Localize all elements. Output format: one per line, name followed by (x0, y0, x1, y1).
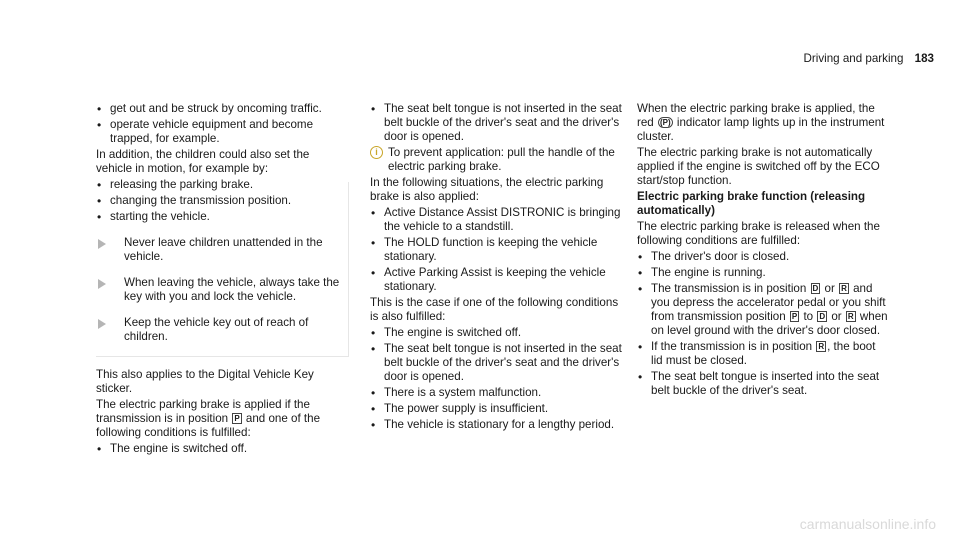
paragraph: This is the case if one of the following conditions is also fulfilled: (370, 296, 619, 323)
warning-notes (96, 236, 342, 344)
transmission-d-symbol: D (819, 312, 826, 321)
list-item: • releasing the parking brake. (96, 178, 344, 192)
paragraph: The electric parking brake is applied if the transmission is in position P and one of the following conditions is fulfilled: (96, 398, 321, 439)
list-item: • The HOLD function is keeping the vehicle stationary. (370, 236, 622, 264)
list-item: • The seat belt tongue is not inserted in the seat belt buckle of the driver's seat and the driver's door is opened. (370, 102, 622, 144)
paragraph: In addition, the children could also set the vehicle in motion, for example by: (96, 148, 310, 175)
tip-note (370, 146, 622, 174)
list-item: • get out and be struck by oncoming traffic. (96, 102, 344, 116)
note-text: Keep the vehicle key out of reach of children. (124, 316, 309, 343)
note-item (96, 316, 342, 344)
column-2 (370, 102, 622, 434)
page-header (804, 52, 934, 66)
list-item: • The engine is switched off. (96, 442, 344, 456)
note-text: When leaving the vehicle, always take the key with you and lock the vehicle. (124, 276, 340, 303)
paragraph: In the following situations, the electric parking brake is also applied: (370, 176, 604, 203)
paragraph: The electric parking brake is not automatically applied if the engine is switched off by the ECO start/stop function. (637, 146, 880, 187)
transmission-d-symbol: D (812, 284, 819, 293)
list-item: • The seat belt tongue is not inserted in the seat belt buckle of the driver's seat and the driver's door is opened. (370, 342, 622, 384)
paragraph: When the electric parking brake is applied, the red (P) indicator lamp lights up in the instrument cluster. (637, 102, 885, 143)
column-3 (637, 102, 889, 400)
list-item: • starting the vehicle. (96, 210, 344, 224)
list-item: • There is a system malfunction. (370, 386, 622, 400)
section-heading: Electric parking brake function (releasing automatically) (637, 190, 866, 217)
note-item (96, 276, 342, 304)
note-item (96, 236, 342, 264)
list-item: • The power supply is insufficient. (370, 402, 622, 416)
transmission-p-symbol: P (234, 414, 240, 423)
list-item: • The driver's door is closed. (637, 250, 889, 264)
arrow-icon (98, 319, 106, 329)
transmission-r-symbol: R (847, 312, 854, 321)
list-item: • The transmission is in position D or R and you depress the accelerator pedal or you shift from transmission position P to D or R when on level ground with the driver's door closed. (637, 282, 889, 338)
note-text: Never leave children unattended in the vehicle. (124, 236, 323, 263)
list-item: • operate vehicle equipment and become trapped, for example. (96, 118, 344, 146)
paragraph: The electric parking brake is released when the following conditions are fulfilled: (637, 220, 880, 247)
info-icon: i (370, 146, 383, 159)
list-item: • Active Parking Assist is keeping the vehicle stationary. (370, 266, 622, 294)
watermark: carmanualsonline.info (799, 516, 936, 532)
list-item: • The vehicle is stationary for a lengthy period. (370, 418, 622, 432)
parking-brake-lamp-icon: (P) (659, 118, 671, 127)
arrow-icon (98, 279, 106, 289)
list-item: • changing the transmission position. (96, 194, 344, 208)
page-number: 183 (914, 52, 934, 65)
list-item: • Active Distance Assist DISTRONIC is bringing the vehicle to a standstill. (370, 206, 622, 234)
column-1-lower (96, 368, 344, 458)
paragraph: This also applies to the Digital Vehicle Key sticker. (96, 368, 314, 395)
arrow-icon (98, 239, 106, 249)
transmission-r-symbol: R (818, 342, 825, 351)
list-item: • The seat belt tongue is inserted into the seat belt buckle of the driver's seat. (637, 370, 889, 398)
transmission-r-symbol: R (841, 284, 847, 293)
list-item: • The engine is switched off. (370, 326, 622, 340)
transmission-p-symbol: P (791, 312, 798, 321)
list-item: • The engine is running. (637, 266, 889, 280)
list-item: • If the transmission is in position R , the boot lid must be closed. (637, 340, 889, 368)
tip-text: To prevent application: pull the handle of the electric parking brake. (388, 146, 615, 173)
section-title: Driving and parking (803, 52, 904, 65)
